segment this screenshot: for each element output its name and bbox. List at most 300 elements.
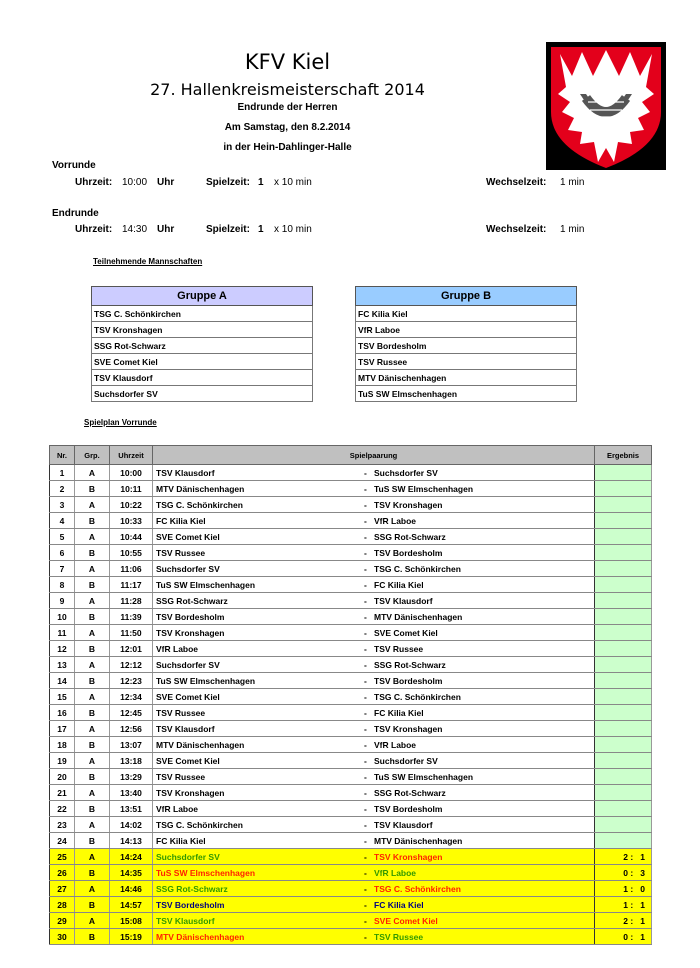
away-team xyxy=(364,801,595,817)
match-time: 14:13 xyxy=(110,833,153,849)
match-time: 13:18 xyxy=(110,753,153,769)
away-team xyxy=(364,497,595,513)
away-team-name: TSV Bordesholm xyxy=(374,803,443,814)
home-team: MTV Dänischenhagen xyxy=(153,481,365,497)
pairing-separator: - xyxy=(364,931,367,942)
pairing-separator: - xyxy=(364,675,367,686)
match-result[interactable] xyxy=(595,641,652,657)
match-group: B xyxy=(75,929,110,945)
pairing-separator: - xyxy=(364,627,367,638)
table-row xyxy=(50,865,652,881)
table-row xyxy=(50,545,652,561)
match-result[interactable] xyxy=(595,785,652,801)
away-team-name: SVE Comet Kiel xyxy=(374,627,438,638)
match-number: 17 xyxy=(50,721,75,737)
table-row xyxy=(50,737,652,753)
group-a-team: TSV Kronshagen xyxy=(92,322,313,338)
match-result[interactable]: 0 : 3 xyxy=(595,865,652,881)
away-team-name: VfR Laboe xyxy=(374,739,417,750)
match-group: A xyxy=(75,913,110,929)
table-row xyxy=(50,913,652,929)
match-result[interactable] xyxy=(595,513,652,529)
match-group: A xyxy=(75,625,110,641)
match-time: 12:56 xyxy=(110,721,153,737)
pairing-separator: - xyxy=(364,739,367,750)
match-group: A xyxy=(75,689,110,705)
table-row xyxy=(50,497,652,513)
match-number: 25 xyxy=(50,849,75,865)
match-result[interactable] xyxy=(595,593,652,609)
match-number: 26 xyxy=(50,865,75,881)
away-team-name: TSG C. Schönkirchen xyxy=(374,883,461,894)
match-group: A xyxy=(75,561,110,577)
away-team-name: SSG Rot-Schwarz xyxy=(374,531,446,542)
match-group: A xyxy=(75,593,110,609)
pairing-separator: - xyxy=(364,787,367,798)
table-row xyxy=(50,625,652,641)
pairing-separator: - xyxy=(364,899,367,910)
match-group: B xyxy=(75,609,110,625)
away-team-name: Suchsdorfer SV xyxy=(374,755,438,766)
vorrunde-uhrzeit-label: Uhrzeit: xyxy=(75,177,113,188)
match-number: 12 xyxy=(50,641,75,657)
away-team xyxy=(364,785,595,801)
match-number: 1 xyxy=(50,465,75,481)
match-number: 2 xyxy=(50,481,75,497)
away-team xyxy=(364,897,595,913)
away-team-name: MTV Dänischenhagen xyxy=(374,835,463,846)
vorrunde-label: Vorrunde xyxy=(52,160,96,171)
pairing-separator: - xyxy=(364,723,367,734)
away-team-name: TuS SW Elmschenhagen xyxy=(374,483,474,494)
away-team xyxy=(364,625,595,641)
match-result[interactable] xyxy=(595,769,652,785)
match-group: A xyxy=(75,465,110,481)
home-team: TSV Kronshagen xyxy=(153,625,365,641)
away-team xyxy=(364,577,595,593)
event-line: Endrunde der Herren xyxy=(237,102,338,113)
away-team-name: TSV Bordesholm xyxy=(374,547,443,558)
vorrunde-spielzeit-count: 1 xyxy=(258,177,264,188)
table-row xyxy=(50,657,652,673)
vorrunde-spielzeit-label: Spielzeit: xyxy=(206,177,250,188)
away-team xyxy=(364,609,595,625)
match-number: 7 xyxy=(50,561,75,577)
table-row xyxy=(50,897,652,913)
home-team: VfR Laboe xyxy=(153,641,365,657)
match-group: B xyxy=(75,673,110,689)
table-row xyxy=(50,689,652,705)
match-time: 14:35 xyxy=(110,865,153,881)
away-team xyxy=(364,721,595,737)
match-time: 12:45 xyxy=(110,705,153,721)
pairing-separator: - xyxy=(364,883,367,894)
group-a-team: TSV Klausdorf xyxy=(92,370,313,386)
pairing-separator: - xyxy=(364,803,367,814)
match-time: 15:19 xyxy=(110,929,153,945)
vorrunde-uhrzeit: 10:00 xyxy=(122,177,148,188)
match-number: 16 xyxy=(50,705,75,721)
away-team xyxy=(364,705,595,721)
pairing-separator: - xyxy=(364,499,367,510)
group-b-team: TSV Russee xyxy=(356,354,577,370)
table-row xyxy=(50,529,652,545)
home-team: TuS SW Elmschenhagen xyxy=(153,577,365,593)
match-group: B xyxy=(75,897,110,913)
table-row xyxy=(50,641,652,657)
match-group: A xyxy=(75,785,110,801)
away-team-name: TSG C. Schönkirchen xyxy=(374,563,461,574)
away-team-name: TSG C. Schönkirchen xyxy=(374,691,461,702)
away-team-name: TuS SW Elmschenhagen xyxy=(374,771,474,782)
match-group: A xyxy=(75,721,110,737)
pairing-separator: - xyxy=(364,515,367,526)
endrunde-uhr: Uhr xyxy=(157,224,175,235)
schedule-heading: Spielplan Vorrunde xyxy=(84,418,157,427)
match-time: 11:17 xyxy=(110,577,153,593)
match-group: B xyxy=(75,641,110,657)
away-team-name: TSV Bordesholm xyxy=(374,675,443,686)
match-result[interactable] xyxy=(595,577,652,593)
match-group: B xyxy=(75,769,110,785)
away-team-name: FC Kilia Kiel xyxy=(374,899,424,910)
match-number: 22 xyxy=(50,801,75,817)
venue-line: in der Hein-Dahlinger-Halle xyxy=(223,142,352,153)
home-team: SVE Comet Kiel xyxy=(153,529,365,545)
match-number: 30 xyxy=(50,929,75,945)
home-team: SSG Rot-Schwarz xyxy=(153,881,365,897)
match-time: 10:22 xyxy=(110,497,153,513)
match-number: 11 xyxy=(50,625,75,641)
group-a-table xyxy=(91,286,313,402)
match-time: 11:28 xyxy=(110,593,153,609)
match-result[interactable] xyxy=(595,705,652,721)
group-b-team: MTV Dänischenhagen xyxy=(356,370,577,386)
home-team: SVE Comet Kiel xyxy=(153,753,365,769)
away-team xyxy=(364,641,595,657)
away-team-name: SSG Rot-Schwarz xyxy=(374,787,446,798)
pairing-separator: - xyxy=(364,771,367,782)
match-time: 11:50 xyxy=(110,625,153,641)
away-team-name: TSV Russee xyxy=(374,931,424,942)
table-row xyxy=(50,465,652,481)
away-team-name: FC Kilia Kiel xyxy=(374,707,424,718)
match-result[interactable] xyxy=(595,801,652,817)
endrunde-wechsel: 1 min xyxy=(560,224,585,235)
match-time: 10:44 xyxy=(110,529,153,545)
home-team: FC Kilia Kiel xyxy=(153,833,365,849)
match-number: 8 xyxy=(50,577,75,593)
match-time: 14:57 xyxy=(110,897,153,913)
match-group: A xyxy=(75,881,110,897)
group-b-team: FC Kilia Kiel xyxy=(356,306,577,322)
match-time: 10:33 xyxy=(110,513,153,529)
match-group: B xyxy=(75,705,110,721)
table-row xyxy=(50,481,652,497)
pairing-separator: - xyxy=(364,867,367,878)
table-row xyxy=(50,673,652,689)
away-team xyxy=(364,529,595,545)
endrunde-label: Endrunde xyxy=(52,208,99,219)
away-team xyxy=(364,561,595,577)
group-b-team: TSV Bordesholm xyxy=(356,338,577,354)
table-row xyxy=(50,833,652,849)
table-row xyxy=(50,769,652,785)
match-number: 6 xyxy=(50,545,75,561)
match-number: 20 xyxy=(50,769,75,785)
pairing-separator: - xyxy=(364,851,367,862)
home-team: TSV Klausdorf xyxy=(153,913,365,929)
match-group: B xyxy=(75,545,110,561)
match-time: 15:08 xyxy=(110,913,153,929)
home-team: TSG C. Schönkirchen xyxy=(153,497,365,513)
match-result[interactable] xyxy=(595,689,652,705)
vorrunde-wechsel-label: Wechselzeit: xyxy=(486,177,547,188)
match-number: 27 xyxy=(50,881,75,897)
match-group: B xyxy=(75,513,110,529)
match-result[interactable] xyxy=(595,545,652,561)
match-group: B xyxy=(75,481,110,497)
match-number: 21 xyxy=(50,785,75,801)
pairing-separator: - xyxy=(364,915,367,926)
match-time: 12:01 xyxy=(110,641,153,657)
match-result[interactable] xyxy=(595,833,652,849)
match-result[interactable] xyxy=(595,561,652,577)
match-result[interactable] xyxy=(595,497,652,513)
away-team-name: TSV Kronshagen xyxy=(374,499,443,510)
teams-heading: Teilnehmende Mannschaften xyxy=(93,257,203,266)
match-time: 12:34 xyxy=(110,689,153,705)
match-time: 11:06 xyxy=(110,561,153,577)
kiel-coat-of-arms-icon xyxy=(546,42,666,170)
match-group: A xyxy=(75,657,110,673)
match-number: 28 xyxy=(50,897,75,913)
match-time: 13:29 xyxy=(110,769,153,785)
match-result[interactable] xyxy=(595,481,652,497)
home-team: TuS SW Elmschenhagen xyxy=(153,673,365,689)
match-result[interactable] xyxy=(595,625,652,641)
away-team-name: SVE Comet Kiel xyxy=(374,915,438,926)
match-time: 10:11 xyxy=(110,481,153,497)
match-number: 3 xyxy=(50,497,75,513)
home-team: TSV Bordesholm xyxy=(153,609,365,625)
table-row xyxy=(50,577,652,593)
pairing-separator: - xyxy=(364,595,367,606)
table-row xyxy=(50,753,652,769)
page-title: KFV Kiel xyxy=(244,50,331,74)
away-team xyxy=(364,753,595,769)
away-team-name: TSV Russee xyxy=(374,643,424,654)
group-a-team: Suchsdorfer SV xyxy=(92,386,313,402)
match-group: B xyxy=(75,833,110,849)
match-group: A xyxy=(75,529,110,545)
away-team-name: VfR Laboe xyxy=(374,515,417,526)
table-row xyxy=(50,929,652,945)
endrunde-uhrzeit-label: Uhrzeit: xyxy=(75,224,113,235)
match-time: 13:40 xyxy=(110,785,153,801)
home-team: Suchsdorfer SV xyxy=(153,657,365,673)
col-time: Uhrzeit xyxy=(110,446,153,465)
home-team: TSV Russee xyxy=(153,769,365,785)
away-team xyxy=(364,881,595,897)
away-team xyxy=(364,481,595,497)
col-nr: Nr. xyxy=(50,446,75,465)
match-number: 24 xyxy=(50,833,75,849)
away-team xyxy=(364,833,595,849)
table-row xyxy=(50,721,652,737)
schedule-table xyxy=(49,445,652,945)
home-team: MTV Dänischenhagen xyxy=(153,929,365,945)
group-b-team: TuS SW Elmschenhagen xyxy=(356,386,577,402)
group-b-title: Gruppe B xyxy=(356,287,577,306)
pairing-separator: - xyxy=(364,531,367,542)
match-result[interactable] xyxy=(595,721,652,737)
away-team xyxy=(364,769,595,785)
away-team xyxy=(364,689,595,705)
group-a-team: SSG Rot-Schwarz xyxy=(92,338,313,354)
match-time: 13:07 xyxy=(110,737,153,753)
match-group: B xyxy=(75,801,110,817)
vorrunde-spielzeit: x 10 min xyxy=(274,177,312,188)
away-team xyxy=(364,545,595,561)
table-row xyxy=(50,705,652,721)
group-b-team: VfR Laboe xyxy=(356,322,577,338)
home-team: SVE Comet Kiel xyxy=(153,689,365,705)
match-result[interactable] xyxy=(595,529,652,545)
away-team xyxy=(364,513,595,529)
home-team: TSV Kronshagen xyxy=(153,785,365,801)
match-result[interactable] xyxy=(595,753,652,769)
group-a-team: SVE Comet Kiel xyxy=(92,354,313,370)
match-time: 11:39 xyxy=(110,609,153,625)
away-team xyxy=(364,673,595,689)
match-result[interactable] xyxy=(595,465,652,481)
match-result[interactable] xyxy=(595,817,652,833)
away-team xyxy=(364,849,595,865)
match-number: 15 xyxy=(50,689,75,705)
match-number: 13 xyxy=(50,657,75,673)
away-team-name: TSV Kronshagen xyxy=(374,723,443,734)
vorrunde-wechsel: 1 min xyxy=(560,177,585,188)
table-row xyxy=(50,513,652,529)
away-team-name: VfR Laboe xyxy=(374,867,417,878)
away-team-name: TSV Klausdorf xyxy=(374,819,433,830)
match-time: 14:02 xyxy=(110,817,153,833)
match-result[interactable]: 2 : 1 xyxy=(595,849,652,865)
match-group: A xyxy=(75,753,110,769)
table-row xyxy=(50,561,652,577)
match-time: 13:51 xyxy=(110,801,153,817)
match-time: 12:12 xyxy=(110,657,153,673)
away-team-name: Suchsdorfer SV xyxy=(374,467,438,478)
home-team: TSV Klausdorf xyxy=(153,721,365,737)
match-group: B xyxy=(75,577,110,593)
match-number: 29 xyxy=(50,913,75,929)
table-row xyxy=(50,817,652,833)
match-number: 14 xyxy=(50,673,75,689)
endrunde-spielzeit: x 10 min xyxy=(274,224,312,235)
home-team: TSV Klausdorf xyxy=(153,465,365,481)
match-result[interactable] xyxy=(595,609,652,625)
match-result[interactable]: 1 : 0 xyxy=(595,881,652,897)
home-team: VfR Laboe xyxy=(153,801,365,817)
away-team-name: SSG Rot-Schwarz xyxy=(374,659,446,670)
endrunde-wechsel-label: Wechselzeit: xyxy=(486,224,547,235)
match-number: 4 xyxy=(50,513,75,529)
pairing-separator: - xyxy=(364,563,367,574)
away-team-name: TSV Klausdorf xyxy=(374,595,433,606)
away-team xyxy=(364,865,595,881)
match-group: A xyxy=(75,849,110,865)
match-time: 12:23 xyxy=(110,673,153,689)
away-team xyxy=(364,929,595,945)
match-group: A xyxy=(75,817,110,833)
pairing-separator: - xyxy=(364,467,367,478)
pairing-separator: - xyxy=(364,707,367,718)
pairing-separator: - xyxy=(364,691,367,702)
match-result[interactable]: 1 : 1 xyxy=(595,897,652,913)
col-result: Ergebnis xyxy=(595,446,652,465)
group-a-title: Gruppe A xyxy=(92,287,313,306)
home-team: Suchsdorfer SV xyxy=(153,561,365,577)
pairing-separator: - xyxy=(364,579,367,590)
match-group: B xyxy=(75,865,110,881)
match-result[interactable] xyxy=(595,737,652,753)
col-pairing: Spielpaarung xyxy=(153,446,595,465)
endrunde-spielzeit-count: 1 xyxy=(258,224,264,235)
away-team xyxy=(364,593,595,609)
home-team: MTV Dänischenhagen xyxy=(153,737,365,753)
away-team-name: MTV Dänischenhagen xyxy=(374,611,463,622)
col-grp: Grp. xyxy=(75,446,110,465)
vorrunde-uhr: Uhr xyxy=(157,177,175,188)
home-team: TSG C. Schönkirchen xyxy=(153,817,365,833)
match-result[interactable]: 0 : 1 xyxy=(595,929,652,945)
home-team: SSG Rot-Schwarz xyxy=(153,593,365,609)
match-group: A xyxy=(75,497,110,513)
match-time: 14:46 xyxy=(110,881,153,897)
match-number: 19 xyxy=(50,753,75,769)
home-team: TSV Russee xyxy=(153,545,365,561)
group-a-team: TSG C. Schönkirchen xyxy=(92,306,313,322)
match-number: 18 xyxy=(50,737,75,753)
away-team-name: TSV Kronshagen xyxy=(374,851,443,862)
pairing-separator: - xyxy=(364,483,367,494)
match-result[interactable]: 2 : 1 xyxy=(595,913,652,929)
table-row xyxy=(50,785,652,801)
home-team: TSV Bordesholm xyxy=(153,897,365,913)
date-line: Am Samstag, den 8.2.2014 xyxy=(224,122,351,133)
match-group: B xyxy=(75,737,110,753)
away-team-name: FC Kilia Kiel xyxy=(374,579,424,590)
table-row xyxy=(50,849,652,865)
match-number: 10 xyxy=(50,609,75,625)
match-result[interactable] xyxy=(595,657,652,673)
home-team: FC Kilia Kiel xyxy=(153,513,365,529)
pairing-separator: - xyxy=(364,643,367,654)
away-team xyxy=(364,817,595,833)
pairing-separator: - xyxy=(364,835,367,846)
match-number: 9 xyxy=(50,593,75,609)
match-time: 10:55 xyxy=(110,545,153,561)
table-row xyxy=(50,801,652,817)
home-team: TSV Russee xyxy=(153,705,365,721)
endrunde-spielzeit-label: Spielzeit: xyxy=(206,224,250,235)
table-row xyxy=(50,881,652,897)
match-result[interactable] xyxy=(595,673,652,689)
home-team: TuS SW Elmschenhagen xyxy=(153,865,365,881)
group-b-table xyxy=(355,286,577,402)
